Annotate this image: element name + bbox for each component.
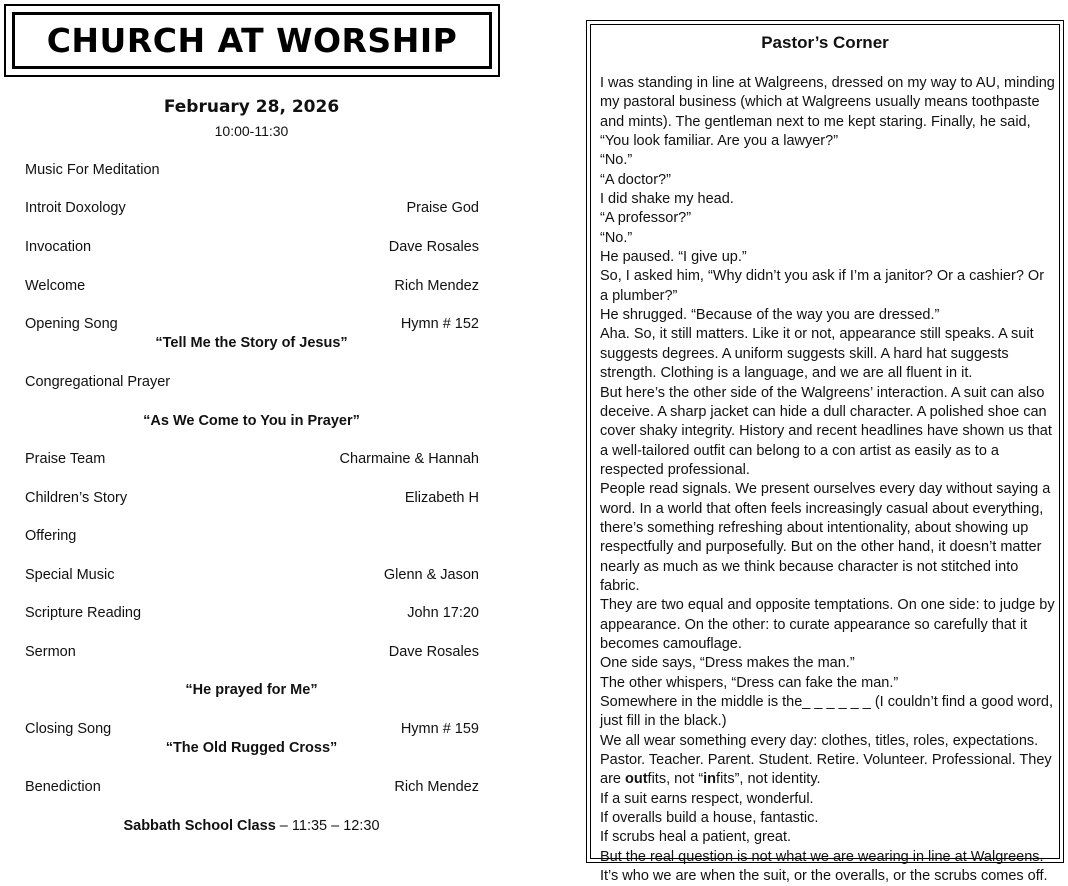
paragraph: People read signals. We present ourselves every day without saying a word. In a world that often feels increasingly casual about everything, there’s something refreshing about intentionality, about showing up respectfully and purposefully. But on the other hand, it doesn’t matter nearly as much as we think because character is not stitched into fabric. bbox=[600, 481, 1051, 594]
paragraph: The other whispers, “Dress can fake the man.” bbox=[600, 674, 899, 691]
paragraph: I did shake my head. bbox=[600, 191, 734, 208]
program-label: Music For Meditation bbox=[25, 162, 160, 178]
program-row-welcome bbox=[25, 277, 479, 295]
program-label: Welcome bbox=[25, 278, 86, 294]
program-value: Rich Mendez bbox=[394, 779, 479, 795]
program-row-music bbox=[25, 161, 479, 179]
program-row-introit bbox=[25, 199, 479, 217]
program-label: Benediction bbox=[25, 779, 101, 795]
text-run: fits, not “ bbox=[647, 771, 704, 788]
program-row-scripture bbox=[25, 604, 479, 622]
program-label: Sermon bbox=[25, 644, 76, 660]
program-label: Scripture Reading bbox=[25, 605, 142, 621]
sabbath-school-line bbox=[0, 817, 503, 835]
program-label: Introit Doxology bbox=[25, 200, 126, 216]
sabbath-school-time: – 11:35 – 12:30 bbox=[275, 818, 380, 834]
paragraph: So, I asked him, “Why didn’t you ask if I’m a janitor? Or a cashier? Or a plumber?” bbox=[600, 268, 1045, 304]
title-frame bbox=[4, 4, 500, 77]
program-value: Hymn # 159 bbox=[400, 721, 479, 737]
text-run: fits”, not identity. bbox=[716, 771, 821, 788]
text-run: We all wear something every day: clothes, titles, roles, expectations. Pastor. Teacher. Parent. Student. Retire. Volunteer. Professional. They are bbox=[600, 732, 1052, 788]
paragraph: “A doctor?” bbox=[600, 171, 671, 188]
program-label: Children’s Story bbox=[25, 490, 128, 506]
paragraph: “No.” bbox=[600, 152, 633, 169]
bold-out: out bbox=[625, 771, 648, 788]
program-row-praise-team bbox=[25, 450, 479, 468]
closing-song-title: “The Old Rugged Cross” bbox=[165, 740, 338, 756]
program-row-invocation bbox=[25, 238, 479, 256]
program-label: Praise Team bbox=[25, 451, 106, 467]
paragraph: I was standing in line at Walgreens, dressed on my way to AU, minding my pastoral business (which at Walgreens usually means toothpaste and mints). The gentleman next to me kept staring. Finally, he said, “You look familiar. Are you a lawyer?” bbox=[600, 75, 1055, 150]
paragraph: Aha. So, it still matters. Like it or not, appearance still speaks. A suit suggests degrees. A uniform suggests skill. A hard hat suggests strength. Clothing is a language, and we are all fluent in it. bbox=[600, 326, 1034, 382]
program-row-sermon bbox=[25, 643, 479, 661]
service-date: February 28, 2026 bbox=[163, 97, 340, 117]
paragraph: One side says, “Dress makes the man.” bbox=[600, 655, 855, 672]
program-label: Congregational Prayer bbox=[25, 374, 171, 390]
program-label: Offering bbox=[25, 528, 77, 544]
program-value: Hymn # 152 bbox=[400, 316, 479, 332]
paragraph: He shrugged. “Because of the way you are dressed.” bbox=[600, 307, 940, 324]
paragraph: “A professor?” bbox=[600, 210, 692, 227]
pastors-corner-box bbox=[586, 20, 1064, 885]
paragraph bbox=[600, 732, 1055, 790]
title-inner-frame bbox=[12, 12, 492, 69]
paragraph: Somewhere in the middle is the_ _ _ _ _ _ (I couldn’t find a good word, just fill in the black.) bbox=[600, 694, 1053, 730]
program-row-benediction bbox=[25, 778, 479, 796]
program-row-prayer bbox=[25, 373, 479, 391]
program-label: Invocation bbox=[25, 239, 92, 255]
program-value: Glenn & Jason bbox=[383, 567, 479, 583]
sabbath-school-label: Sabbath School Class bbox=[123, 818, 276, 834]
program-value: Elizabeth H bbox=[404, 490, 479, 506]
opening-song-title: “Tell Me the Story of Jesus” bbox=[155, 335, 348, 351]
program-label: Special Music bbox=[25, 567, 115, 583]
program-row-opening-song bbox=[25, 315, 479, 333]
paragraph: If scrubs heal a patient, great. bbox=[600, 829, 792, 846]
service-time: 10:00-11:30 bbox=[214, 123, 289, 139]
paragraph: They are two equal and opposite temptations. On one side: to judge by appearance. On the other: to curate appearance so carefully that it becomes camouflage. bbox=[600, 597, 1055, 652]
pastors-corner-title: Pastor’s Corner bbox=[761, 33, 889, 52]
prayer-song-title: “As We Come to You in Prayer” bbox=[143, 413, 360, 429]
program-row-special-music bbox=[25, 566, 479, 584]
program-value: Charmaine & Hannah bbox=[339, 451, 479, 467]
pastors-corner-inner-frame bbox=[590, 24, 1060, 885]
paragraph: “No.” bbox=[600, 229, 633, 246]
program-value: Rich Mendez bbox=[394, 278, 479, 294]
program-value: John 17:20 bbox=[407, 605, 479, 621]
program-row-childrens-story bbox=[25, 489, 479, 507]
program-row-offering bbox=[25, 527, 479, 545]
paragraph: He paused. “I give up.” bbox=[600, 249, 747, 266]
program-label: Closing Song bbox=[25, 721, 112, 737]
sermon-title: “He prayed for Me” bbox=[185, 682, 318, 698]
program-label: Opening Song bbox=[25, 316, 118, 332]
paragraph: But the real question is not what we are wearing in line at Walgreens. It’s who we are when the suit, or the overalls, or the scrubs comes off. bbox=[600, 848, 1048, 885]
pastors-corner-body bbox=[600, 74, 1055, 886]
paragraph: If a suit earns respect, wonderful. bbox=[600, 790, 814, 807]
bulletin-title: CHURCH AT WORSHIP bbox=[46, 21, 458, 60]
program-value: Dave Rosales bbox=[388, 239, 479, 255]
paragraph: But here’s the other side of the Walgreens’ interaction. A suit can also deceive. A sharp jacket can hide a dull character. A polished shoe can cover shaky integrity. History and recent headlines have shown us that a well-tailored outfit can belong to a con artist as easily as to a respected professional. bbox=[600, 384, 1052, 478]
program-value: Dave Rosales bbox=[388, 644, 479, 660]
program-row-closing-song bbox=[25, 720, 479, 738]
program-value: Praise God bbox=[406, 200, 479, 216]
paragraph: If overalls build a house, fantastic. bbox=[600, 810, 819, 827]
bold-in: in bbox=[703, 771, 717, 788]
